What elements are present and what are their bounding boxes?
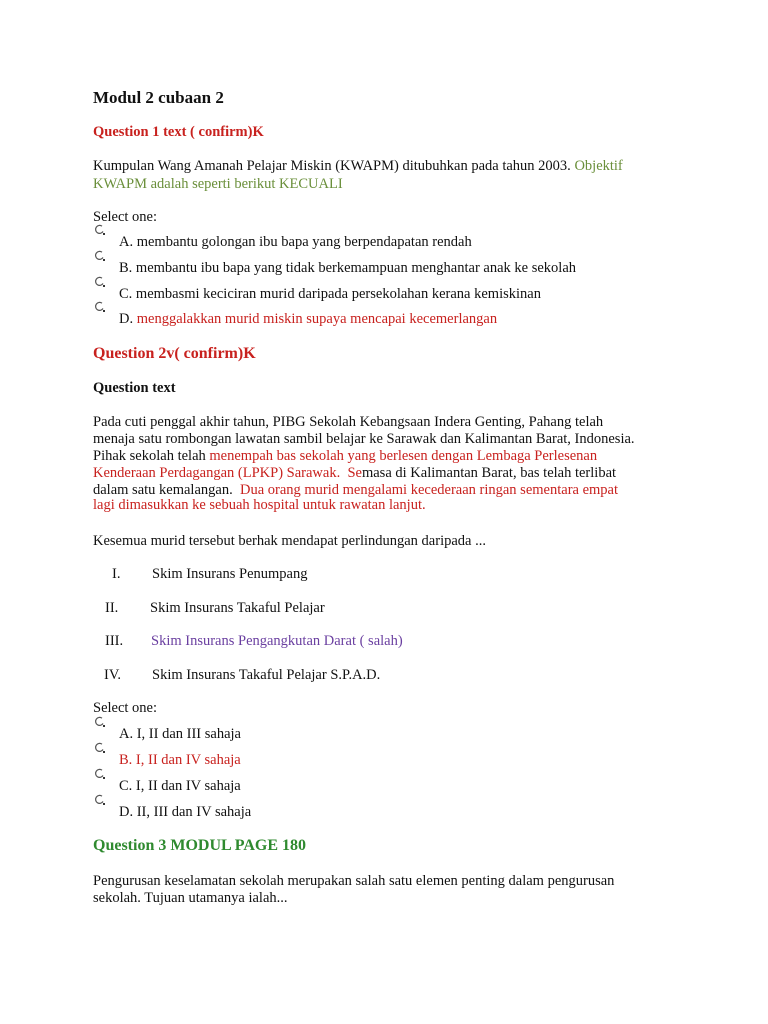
radio-button-icon[interactable]	[93, 301, 107, 313]
option-prefix: D.	[119, 311, 134, 327]
text-part: Pihak sekolah telah	[93, 448, 206, 464]
option-label: C. membasmi keciciran murid daripada persekolahan kerana kemiskinan	[119, 286, 541, 302]
radio-button-icon[interactable]	[93, 768, 107, 780]
option-label	[119, 311, 497, 328]
question-2-paragraph-line-2: menaja satu rombongan lawatan sambil belajar ke Sarawak dan Kalimantan Barat, Indonesia.	[93, 431, 635, 447]
question-2-subheading: Question text	[93, 380, 176, 396]
highlighted-text: Se	[347, 465, 362, 481]
question-2-prompt: Kesemua murid tersebut berhak mendapat perlindungan daripada ...	[93, 533, 486, 549]
question-3-paragraph-line-1: Pengurusan keselamatan sekolah merupakan salah satu elemen penting dalam pengurusan	[93, 873, 615, 889]
question-1-text-part: Kumpulan Wang Amanah Pelajar Miskin (KWAPM) ditubuhkan pada tahun 2003.	[93, 158, 571, 174]
highlighted-text: Kenderaan Perdagangan (LPKP) Sarawak.	[93, 465, 341, 481]
option-label: B. membantu ibu bapa yang tidak berkemampuan menghantar anak ke sekolah	[119, 260, 577, 276]
question-1-text-line-1	[93, 158, 623, 175]
radio-button-icon[interactable]	[93, 716, 107, 728]
option-label: C. I, II dan IV sahaja	[119, 778, 241, 794]
option-label: A. membantu golongan ibu bapa yang berpendapatan rendah	[119, 234, 472, 250]
list-item: Skim Insurans Takaful Pelajar	[150, 600, 325, 616]
question-3-heading: Question 3 MODUL PAGE 180	[93, 837, 307, 854]
highlighted-text: menempah bas sekolah yang berlesen dengan Lembaga Perlesenan	[209, 448, 598, 464]
question-2-paragraph-line-3	[93, 448, 597, 465]
question-1-select-label: Select one:	[93, 209, 158, 225]
list-number: III.	[105, 633, 124, 649]
question-1-objective-start: Objektif	[574, 158, 623, 174]
radio-button-icon[interactable]	[93, 742, 107, 754]
question-2-select-label: Select one:	[93, 700, 158, 716]
question-2-paragraph-line-6: lagi dimasukkan ke sebuah hospital untuk rawatan lanjut.	[93, 497, 426, 513]
option-answer-text: menggalakkan murid miskin supaya mencapai kecemerlangan	[136, 311, 498, 327]
question-2-heading: Question 2v( confirm)K	[93, 345, 256, 362]
option-label: B. I, II dan IV sahaja	[119, 752, 241, 768]
list-number: I.	[112, 566, 121, 582]
radio-button-icon[interactable]	[93, 250, 107, 262]
text-part: masa di Kalimantan Barat, bas telah terlibat	[361, 465, 617, 481]
list-item: Skim Insurans Penumpang	[152, 566, 308, 582]
list-number: II.	[105, 600, 119, 616]
question-2-paragraph-line-1: Pada cuti penggal akhir tahun, PIBG Sekolah Kebangsaan Indera Genting, Pahang telah	[93, 414, 604, 430]
option-label: A. I, II dan III sahaja	[119, 726, 241, 742]
question-1-text-line-2: KWAPM adalah seperti berikut KECUALI	[93, 176, 343, 192]
radio-button-icon[interactable]	[93, 224, 107, 236]
list-number: IV.	[104, 667, 122, 683]
page-title: Modul 2 cubaan 2	[93, 88, 224, 107]
radio-button-icon[interactable]	[93, 276, 107, 288]
list-item: Skim Insurans Takaful Pelajar S.P.A.D.	[152, 667, 381, 683]
question-1-heading: Question 1 text ( confirm)K	[93, 124, 264, 140]
radio-button-icon[interactable]	[93, 794, 107, 806]
question-2-paragraph-line-4	[93, 465, 616, 482]
option-label: D. II, III dan IV sahaja	[119, 804, 252, 820]
question-3-paragraph-line-2: sekolah. Tujuan utamanya ialah...	[93, 890, 288, 906]
highlighted-text: Dua orang murid mengalami kecederaan ringan sementara empat	[239, 482, 619, 498]
text-part: dalam satu kemalangan.	[93, 482, 233, 498]
list-item: Skim Insurans Pengangkutan Darat ( salah)	[151, 633, 403, 649]
